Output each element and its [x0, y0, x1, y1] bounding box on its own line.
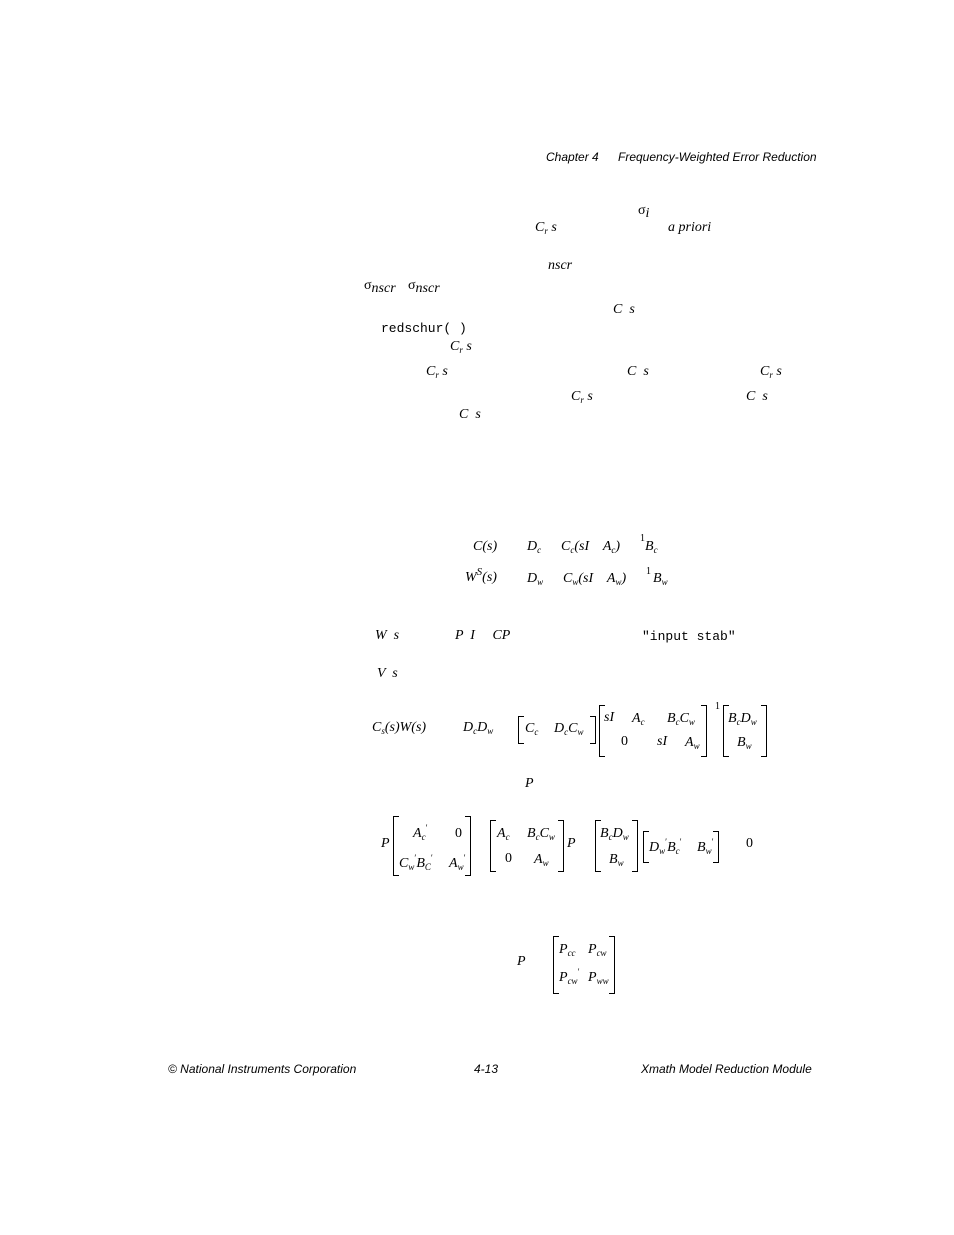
- input-stab-code: "input stab": [642, 629, 736, 644]
- eq3-m1-right-bracket: [590, 716, 596, 744]
- nscr-label: nscr: [548, 258, 573, 273]
- eq4-m3-right-bracket: [632, 820, 638, 872]
- eq5-pcw: $P_{cw}$: [588, 942, 607, 958]
- eq5-pcw-transpose: $P_{cw}'$: [559, 967, 580, 986]
- eq5-p: P: [517, 954, 526, 969]
- eq5-right-bracket: [609, 936, 615, 994]
- p-label: P: [525, 776, 534, 791]
- eq4-m3-bcdw: $B_cD_w$: [600, 826, 629, 842]
- cr-s-1: $C_r$ s: [535, 220, 557, 236]
- section-title: Frequency-Weighted Error Reduction: [618, 150, 817, 164]
- c-s-3: C s: [746, 389, 768, 404]
- eq4-m4-bw: $B_w'$: [697, 837, 714, 856]
- eq3-m2-aw: $A_w$: [685, 735, 700, 751]
- eq3-m3-right-bracket: [761, 705, 767, 757]
- eq3-m2-right-bracket: [701, 705, 707, 757]
- eq3-m2-si1: sI: [604, 710, 615, 725]
- eq5-pcc: $P_{cc}$: [559, 942, 576, 958]
- footer-manual-title: Xmath Model Reduction Module: [641, 1062, 812, 1076]
- eq4-m2-left-bracket: [490, 820, 496, 872]
- eq4-m1-ac: $A_c'$: [413, 823, 428, 842]
- eq4-m3-bw: $B_w$: [609, 852, 624, 868]
- sigma-i: $\sigma_i$: [638, 203, 650, 221]
- eq2-bw: $B_w$: [653, 571, 668, 587]
- eq3-m1-cc: $C_c$: [525, 721, 539, 737]
- eq3-m3-bw: $B_w$: [737, 735, 752, 751]
- cr-s-3: $C_r$ s: [426, 364, 448, 380]
- eq4-m1-right-bracket: [465, 816, 471, 876]
- eq4-m1-cwbc: $C_w'B_C'$: [399, 853, 433, 872]
- cr-s-5: $C_r$ s: [571, 389, 593, 405]
- eq1-exponent: 1: [640, 533, 645, 544]
- eq4-m1-zero: 0: [455, 826, 462, 841]
- eq4-p: P: [381, 836, 390, 851]
- eq2-dw: $D_w$: [527, 571, 544, 587]
- eq4-m4-right-bracket: [713, 831, 719, 863]
- v-s: V s: [377, 666, 398, 681]
- sigma-nscr-2: $\sigma_{nscr}$: [408, 278, 440, 296]
- eq2-exponent: 1: [646, 566, 651, 577]
- eq4-m2-zero: 0: [505, 851, 512, 866]
- eq3-m2-zero: 0: [621, 734, 628, 749]
- eq4-p2: P: [567, 836, 576, 851]
- cr-s-4: $C_r$ s: [760, 364, 782, 380]
- cr-s-2: $C_r$ s: [450, 339, 472, 355]
- eq5-pww: $P_{ww}$: [588, 970, 609, 986]
- eq1-dc: $D_c$: [527, 539, 542, 555]
- eq4-rhs-zero: 0: [746, 836, 753, 851]
- eq4-m4-dwbc: $D_w'B_c'$: [649, 837, 682, 856]
- eq3-lhs: $C_s(s)W(s)$: [372, 720, 427, 736]
- eq3-dcdw: $D_cD_w$: [463, 720, 494, 736]
- c-s-1: C s: [613, 302, 635, 317]
- eq3-m2-si2: sI: [657, 734, 668, 749]
- eq1-cc-si-ac: $C_c(sI$ $A_c$): [561, 539, 621, 555]
- eq1-bc: $B_c$: [645, 539, 658, 555]
- eq3-m3-bcdw: $B_cD_w$: [728, 711, 757, 727]
- eq3-exponent: 1: [715, 701, 720, 712]
- eq1-lhs: C(s): [473, 539, 498, 554]
- footer-copyright: © National Instruments Corporation: [168, 1062, 357, 1076]
- c-s-2: C s: [627, 364, 649, 379]
- eq4-m2-ac: $A_c$: [497, 826, 510, 842]
- eq4-m2-aw: $A_w$: [534, 852, 549, 868]
- redschur-code: redschur( ): [381, 321, 467, 336]
- eq4-m2-bccw: $B_cC_w$: [527, 826, 555, 842]
- eq3-m2-bccw: $B_cC_w$: [667, 711, 695, 727]
- page-number: 4-13: [474, 1062, 499, 1076]
- eq3-m2-ac: $A_c$: [632, 711, 645, 727]
- w-s: W s: [375, 628, 400, 643]
- eq4-m2-right-bracket: [558, 820, 564, 872]
- c-s-4: C s: [459, 407, 481, 422]
- a-priori: a priori: [668, 220, 712, 235]
- eq4-m1-aw: $A_w'$: [449, 853, 466, 872]
- chapter-label: Chapter 4: [546, 150, 599, 164]
- p-i-cp: P I CP: [455, 628, 511, 643]
- eq3-m1-dccw: $D_cC_w$: [554, 721, 584, 737]
- eq2-lhs: $W^S(s)$: [465, 566, 497, 585]
- eq2-cw-si-aw: $C_w(sI$ $A_w$): [563, 571, 627, 587]
- eq3-m1-left-bracket: [518, 716, 524, 744]
- sigma-nscr-1: $\sigma_{nscr}$: [364, 278, 396, 296]
